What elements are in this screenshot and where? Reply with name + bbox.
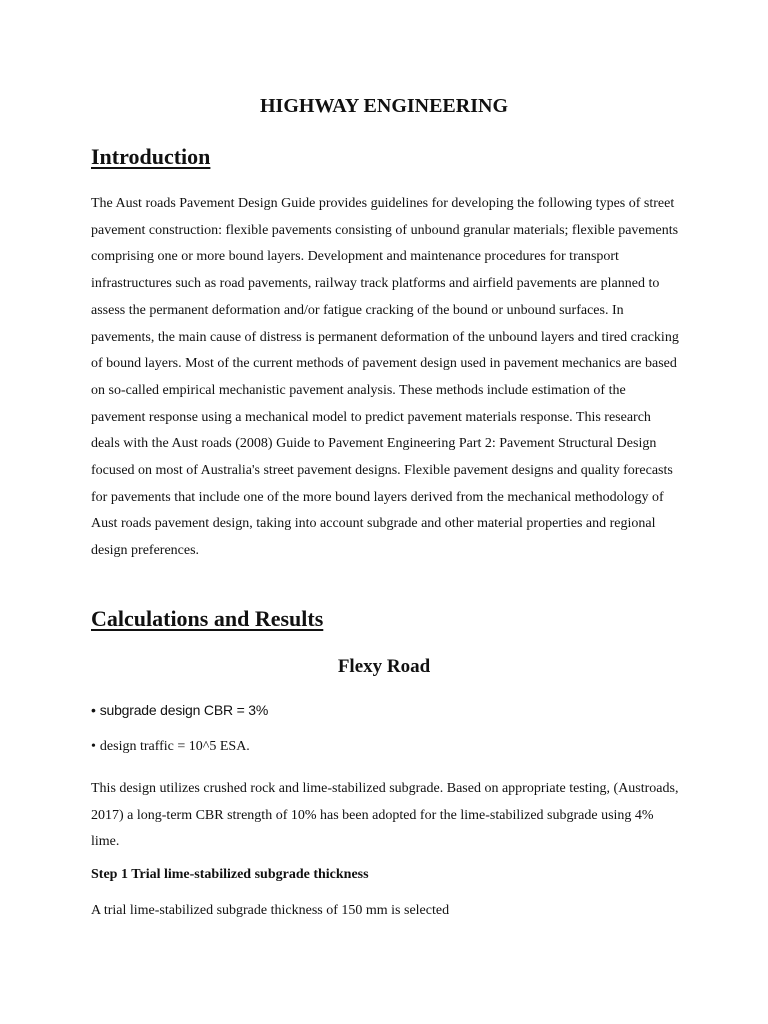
document-title: HIGHWAY ENGINEERING	[259, 95, 509, 117]
step-1-heading: Step 1 Trial lime-stabilized subgrade thickness	[91, 867, 369, 882]
calculations-heading: Calculations and Results	[91, 606, 324, 631]
bullet-text: subgrade design CBR = 3%	[99, 702, 269, 718]
bullet-symbol: •	[91, 739, 96, 754]
step-1-text: A trial lime-stabilized subgrade thickness of 150 mm is selected	[91, 903, 450, 918]
introduction-paragraph: The Aust roads Pavement Design Guide provides guidelines for developing the following types of street pavement construction: flexible pavements consisting of unbound granular materials; flexible pavements comprising one or more bound layers. Development and maintenance procedures for transport infrastructures such as road pavements, railway track platforms and airfield pavements are planned to assess the permanent deformation and/or fatigue cracking of the bound or unbound surfaces. In pavements, the main cause of distress is permanent deformation of the unbound layers and tired cracking of bound layers. Most of the current methods of pavement design used in pavement mechanics are based on so-called empirical mechanistic pavement analysis. These methods include estimation of the pavement response using a mechanical model to predict pavement materials response. This research deals with the Aust roads (2008) Guide to Pavement Engineering Part 2: Pavement Structural Design focused on most of Australia's street pavement designs. Flexible pavement designs and quality forecasts for pavements that include one of the more bound layers derived from the mechanical methodology of Aust roads pavement design, taking into account subgrade and other material properties and regional design preferences.	[91, 196, 679, 559]
design-paragraph: This design utilizes crushed rock and lime-stabilized subgrade. Based on appropriate testing, (Austroads, 2017) a long-term CBR strength of 10% has been adopted for the lime-stabilized subgrade using 4% lime.	[91, 781, 679, 850]
bullet-text: design traffic = 10^5 ESA.	[99, 739, 250, 754]
bullet-symbol: •	[91, 702, 96, 718]
bullet-design-traffic	[91, 739, 250, 755]
flexy-road-heading: Flexy Road	[337, 656, 431, 677]
introduction-heading: Introduction	[91, 144, 211, 169]
bullet-subgrade-cbr	[91, 702, 268, 718]
